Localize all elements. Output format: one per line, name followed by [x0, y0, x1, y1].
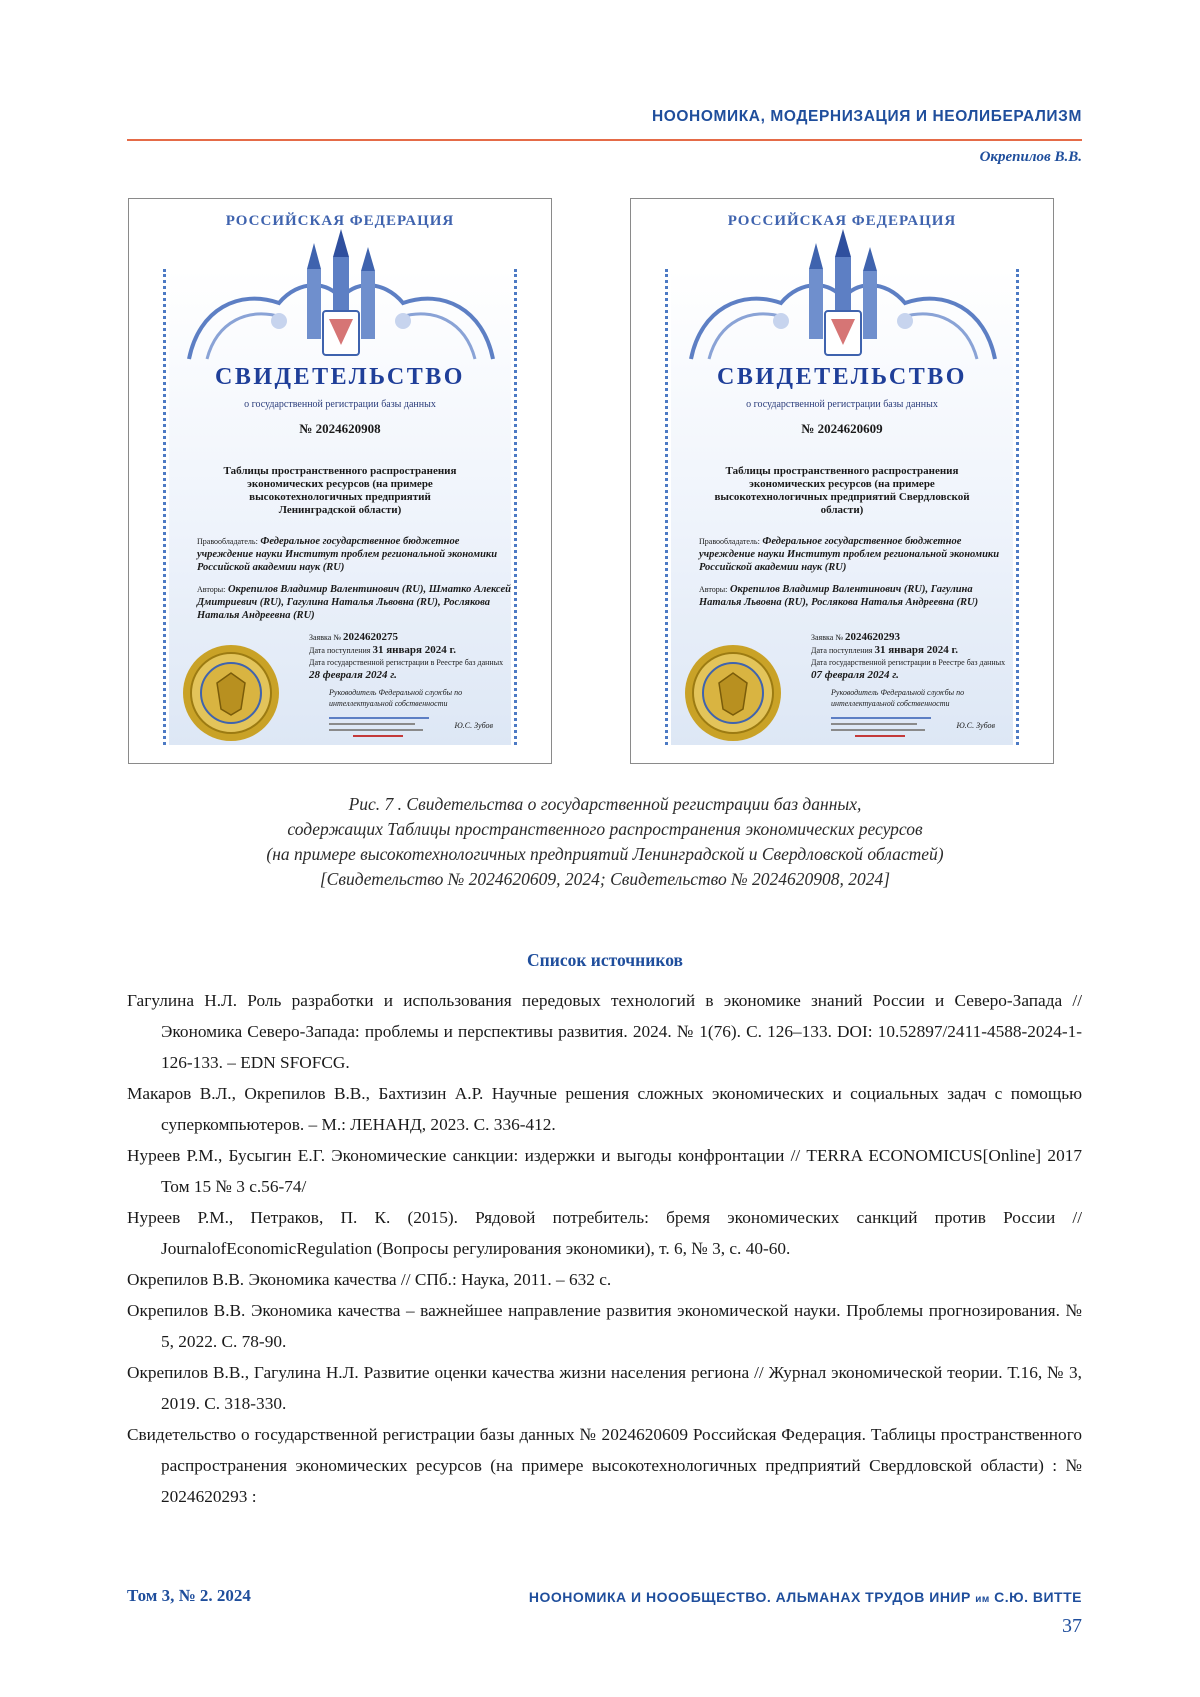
caption-line: [Свидетельство № 2024620609, 2024; Свидетельство № 2024620908, 2024]	[128, 867, 1082, 892]
certificate-image-2	[630, 198, 1054, 764]
certificate-head-title: Руководитель Федеральной службы по интеллектуальной собственности	[831, 687, 1009, 709]
header-divider	[127, 139, 1082, 141]
footer-journal-title	[529, 1589, 1082, 1605]
certificate-application-info	[811, 631, 1013, 682]
reference-item: Гагулина Н.Л. Роль разработки и использования передовых технологий в экономике знаний России и Северо-Запада // Экономика Северо-Запада: проблемы и перспективы развития. 2024. № 1(76). С. 126–133. DOI: 10.52897/2411-4588-2024-1-126-133. – EDN SFOFCG.	[127, 985, 1082, 1078]
registration-label: Дата государственной регистрации в Реестре баз данных	[811, 658, 1005, 667]
footer-journal-end: С.Ю. ВИТТЕ	[994, 1589, 1082, 1605]
rights-holder-value: Федеральное государственное бюджетное учреждение науки Институт проблем региональной экономики Российской академии наук (RU)	[699, 536, 999, 573]
rights-holder-label: Правообладатель:	[197, 537, 258, 546]
figure-caption	[128, 792, 1082, 892]
receipt-date: 31 января 2024 г.	[372, 644, 456, 656]
footer-journal-small: им	[975, 1594, 990, 1605]
certificate-signer: Ю.С. Зубов	[455, 721, 494, 730]
receipt-date: 31 января 2024 г.	[874, 644, 958, 656]
rights-holder-label: Правообладатель:	[699, 537, 760, 546]
certificate-number: № 2024620609	[631, 421, 1053, 437]
page-number: 37	[1062, 1615, 1082, 1638]
reference-item: Свидетельство о государственной регистрации базы данных № 2024620609 Российская Федерация. Таблицы пространственного распространения экономических ресурсов (на примере высокотехнологичных предприятий Свердловской области) : № 2024620293 :	[127, 1419, 1082, 1512]
journal-running-title: НООНОМИКА, МОДЕРНИЗАЦИЯ И НЕОЛИБЕРАЛИЗМ	[652, 108, 1082, 126]
receipt-label: Дата поступления	[309, 646, 370, 655]
certificate-signer: Ю.С. Зубов	[957, 721, 996, 730]
caption-line: Рис. 7 . Свидетельства о государственной регистрации баз данных,	[128, 792, 1082, 817]
certificate-number: № 2024620908	[129, 421, 551, 437]
application-number: 2024620293	[845, 631, 900, 643]
reference-item: Окрепилов В.В., Гагулина Н.Л. Развитие оценки качества жизни населения региона // Журнал экономической теории. Т.16, № 3, 2019. С. 318-330.	[127, 1357, 1082, 1419]
registration-label: Дата государственной регистрации в Реестре баз данных	[309, 658, 503, 667]
references-heading: Список источников	[0, 950, 1200, 971]
application-label: Заявка №	[309, 633, 341, 642]
authors-value: Окрепилов Владимир Валентинович (RU), Гагулина Наталья Львовна (RU), Рослякова Наталья Андреевна (RU)	[699, 584, 978, 608]
reference-item: Макаров В.Л., Окрепилов В.В., Бахтизин А.Р. Научные решения сложных экономических и социальных задач с помощью суперкомпьютеров. – М.: ЛЕНАНД, 2023. С. 336-412.	[127, 1078, 1082, 1140]
certificate-heading: СВИДЕТЕЛЬСТВО	[129, 364, 551, 391]
references-list	[127, 985, 1082, 1512]
certificate-country: РОССИЙСКАЯ ФЕДЕРАЦИЯ	[631, 213, 1053, 230]
caption-line: содержащих Таблицы пространственного распространения экономических ресурсов	[128, 817, 1082, 842]
footer-journal-main: НООНОМИКА И НОООБЩЕСТВО. АЛЬМАНАХ ТРУДОВ ИНИР	[529, 1589, 971, 1605]
registration-date: 07 февраля 2024 г.	[811, 669, 899, 681]
application-label: Заявка №	[811, 633, 843, 642]
footer-volume: Том 3, № 2. 2024	[127, 1586, 251, 1606]
certificate-database-title: Таблицы пространственного распространения экономических ресурсов (на примере высокотехнологичных предприятий Ленинградской области)	[211, 465, 469, 517]
reference-item: Окрепилов В.В. Экономика качества // СПб.: Наука, 2011. – 632 с.	[127, 1264, 1082, 1295]
reference-item: Окрепилов В.В. Экономика качества – важнейшее направление развития экономической науки. Проблемы прогнозирования. № 5, 2022. С. 78-90.	[127, 1295, 1082, 1357]
certificate-head-title: Руководитель Федеральной службы по интеллектуальной собственности	[329, 687, 507, 709]
certificate-authors	[197, 583, 511, 622]
certificate-database-title: Таблицы пространственного распространения экономических ресурсов (на примере высокотехнологичных предприятий Свердловской области)	[713, 465, 971, 517]
reference-item: Нуреев Р.М., Петраков, П. К. (2015). Рядовой потребитель: бремя экономических санкций против России // JournalofEconomicRegulation (Вопросы регулирования экономики), т. 6, № 3, с. 40-60.	[127, 1202, 1082, 1264]
certificate-rights-holder	[699, 535, 1013, 574]
certificate-fine-print-image	[827, 714, 935, 740]
gold-seal-image	[181, 643, 281, 743]
rights-holder-value: Федеральное государственное бюджетное учреждение науки Институт проблем региональной экономики Российской академии наук (RU)	[197, 536, 497, 573]
reference-item: Нуреев Р.М., Бусыгин Е.Г. Экономические санкции: издержки и выгоды конфронтации // TERRA ECONOMICUS[Online] 2017 Том 15 № 3 с.56-74/	[127, 1140, 1082, 1202]
authors-label: Авторы:	[197, 585, 225, 594]
certificate-authors	[699, 583, 1013, 609]
running-author: Окрепилов В.В.	[980, 149, 1082, 166]
application-number: 2024620275	[343, 631, 398, 643]
gold-seal-image	[683, 643, 783, 743]
authors-value: Окрепилов Владимир Валентинович (RU), Шматко Алексей Дмитриевич (RU), Гагулина Наталья Львовна (RU), Рослякова Наталья Андреевна (RU)	[197, 584, 511, 621]
certificate-heading: СВИДЕТЕЛЬСТВО	[631, 364, 1053, 391]
certificate-subtitle: о государственной регистрации базы данных	[631, 399, 1053, 410]
receipt-label: Дата поступления	[811, 646, 872, 655]
certificate-fine-print-image	[325, 714, 433, 740]
registration-date: 28 февраля 2024 г.	[309, 669, 397, 681]
authors-label: Авторы:	[699, 585, 727, 594]
certificate-rights-holder	[197, 535, 511, 574]
certificate-image-1	[128, 198, 552, 764]
certificate-country: РОССИЙСКАЯ ФЕДЕРАЦИЯ	[129, 213, 551, 230]
caption-line: (на примере высокотехнологичных предприятий Ленинградской и Свердловской областей)	[128, 842, 1082, 867]
certificate-subtitle: о государственной регистрации базы данных	[129, 399, 551, 410]
certificate-application-info	[309, 631, 511, 682]
